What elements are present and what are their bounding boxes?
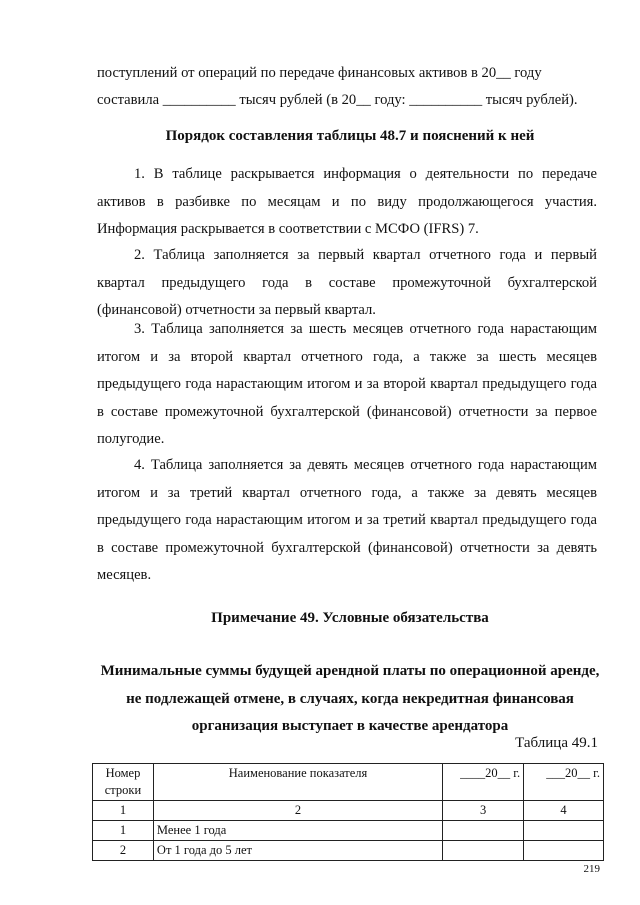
intro-line-2: составила __________ тысяч рублей (в 20__ году: __________ тысяч рублей). [97, 92, 578, 108]
row-value-current [443, 841, 524, 861]
row-name: От 1 года до 5 лет [153, 841, 442, 861]
row-value-previous [524, 841, 604, 861]
intro-line-1: поступлений от операций по передаче финансовых активов в 20__ году [97, 65, 542, 81]
numbering-cell: 3 [443, 801, 524, 821]
section-title: Порядок составления таблицы 48.7 и пояснений к ней [165, 128, 535, 144]
paragraph-3: 3. Таблица заполняется за шесть месяцев отчетного года нарастающим итогом и за второй квартал отчетного года, а также за шесть месяцев предыдущего года нарастающим итогом и за второй квартал предыдущего года в составе промежуточной бухгалтерской (финансовой) отчетности за первое полугодие. [97, 321, 597, 447]
table-label: Таблица 49.1 [515, 735, 598, 751]
header-year-previous: ___20__ г. [524, 764, 604, 801]
paragraph-1: 1. В таблице раскрывается информация о деятельности по передаче активов в разбивке по месяцам и по виду продолжающегося участия. Информация раскрывается в соответствии с МСФО (IFRS) 7. [97, 166, 597, 237]
page-number: 219 [583, 863, 600, 875]
table-header-row [93, 764, 604, 801]
row-name: Менее 1 года [153, 821, 442, 841]
row-number: 2 [93, 841, 154, 861]
row-value-previous [524, 821, 604, 841]
table-row [93, 821, 604, 841]
note-subtitle: Минимальные суммы будущей арендной платы по операционной аренде, не подлежащей отмене, в случаях, когда некредитная финансовая организация выступает в качестве арендатора [100, 663, 600, 734]
row-number: 1 [93, 821, 154, 841]
numbering-cell: 1 [93, 801, 154, 821]
numbering-cell: 4 [524, 801, 604, 821]
row-value-current [443, 821, 524, 841]
table-row [93, 841, 604, 861]
data-table [92, 763, 604, 861]
paragraph-4: 4. Таблица заполняется за девять месяцев отчетного года нарастающим итогом и за третий квартал отчетного года, а также за девять месяцев предыдущего года нарастающим итогом и за третий квартал предыдущего года в составе промежуточной бухгалтерской (финансовой) отчетности за девять месяцев. [97, 457, 597, 583]
table-numbering-row [93, 801, 604, 821]
note-title: Примечание 49. Условные обязательства [211, 610, 489, 626]
header-year-current: ____20__ г. [443, 764, 524, 801]
numbering-cell: 2 [153, 801, 442, 821]
header-indicator-name: Наименование показателя [153, 764, 442, 801]
header-row-number: Номер строки [93, 764, 154, 801]
paragraph-2: 2. Таблица заполняется за первый квартал отчетного года и первый квартал предыдущего года в составе промежуточной бухгалтерской (финансовой) отчетности за первый квартал. [97, 247, 597, 318]
